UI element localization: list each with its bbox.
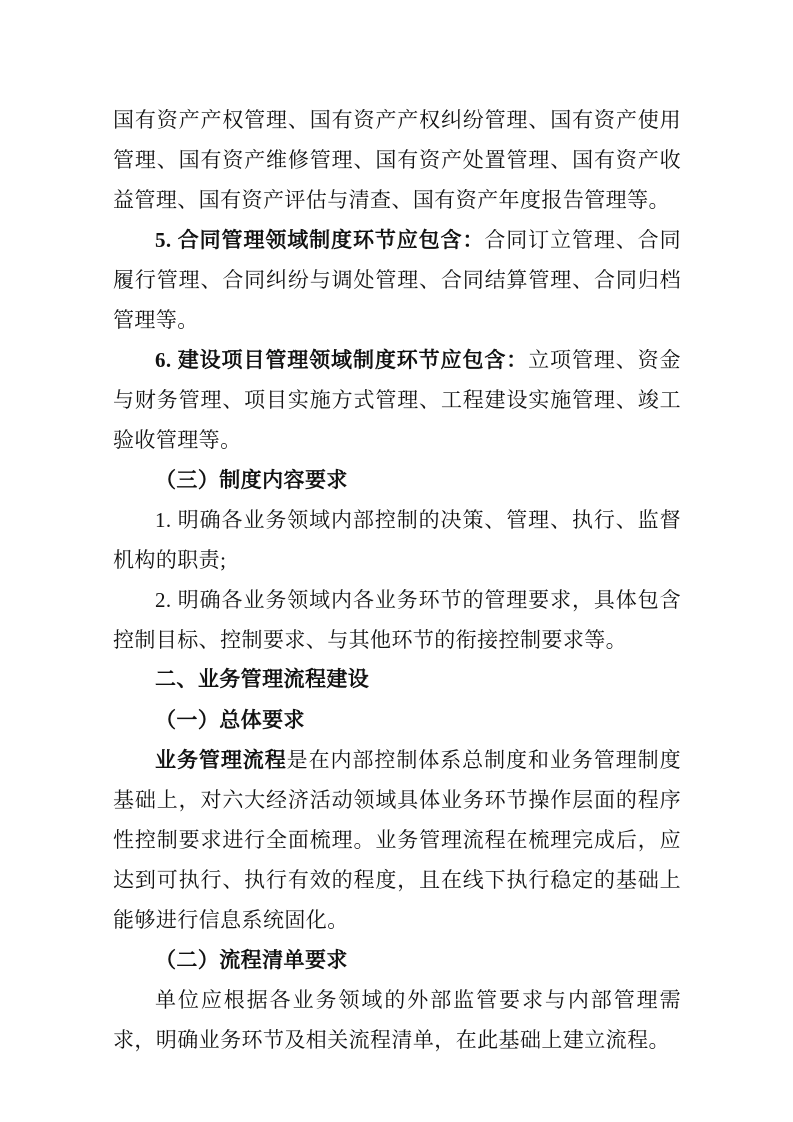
paragraph-construction-project-management bbox=[113, 340, 681, 460]
paragraph-state-asset-management-tail: 国有资产产权管理、国有资产产权纠纷管理、国有资产使用管理、国有资产维修管理、国有资产处置管理、国有资产收益管理、国有资产评估与清查、国有资产年度报告管理等。 bbox=[113, 108, 681, 212]
paragraph-internal-control-duties: 1. 明确各业务领域内部控制的决策、管理、执行、监督机构的职责; bbox=[113, 508, 681, 572]
paragraph-business-process-overview bbox=[113, 740, 681, 940]
run-in-heading-contract-management: 5. 合同管理领域制度环节应包含： bbox=[155, 228, 485, 252]
heading-business-process-construction: 二、业务管理流程建设 bbox=[155, 668, 370, 691]
paragraph-construction-project-body: 立项管理、资金与财务管理、项目实施方式管理、工程建设实施管理、竣工验收管理等。 bbox=[113, 348, 681, 452]
run-in-heading-business-process: 业务管理流程 bbox=[155, 748, 287, 772]
paragraph-contract-management-body: 合同订立管理、合同履行管理、合同纠纷与调处管理、合同结算管理、合同归档管理等。 bbox=[113, 228, 682, 332]
heading-institution-content-requirements: （三）制度内容要求 bbox=[155, 468, 348, 492]
paragraph-contract-management bbox=[113, 220, 681, 340]
run-in-heading-construction-project: 6. 建设项目管理领域制度环节应包含： bbox=[155, 348, 529, 372]
paragraph-business-link-requirements: 2. 明确各业务领域内各业务环节的管理要求，具体包含控制目标、控制要求、与其他环节的衔接控制要求等。 bbox=[113, 588, 681, 652]
text-column bbox=[113, 100, 681, 1060]
heading-overall-requirements: （一）总体要求 bbox=[155, 708, 305, 732]
paragraph-process-list: 单位应根据各业务领域的外部监管要求与内部管理需求，明确业务环节及相关流程清单，在此基础上建立流程。 bbox=[113, 988, 681, 1052]
paragraph-business-process-body: 是在内部控制体系总制度和业务管理制度基础上，对六大经济活动领域具体业务环节操作层面的程序性控制要求进行全面梳理。业务管理流程在梳理完成后，应达到可执行、执行有效的程度，且在线下执行稳定的基础上能够进行信息系统固化。 bbox=[113, 748, 681, 932]
heading-process-list-requirements: （二）流程清单要求 bbox=[155, 948, 348, 972]
